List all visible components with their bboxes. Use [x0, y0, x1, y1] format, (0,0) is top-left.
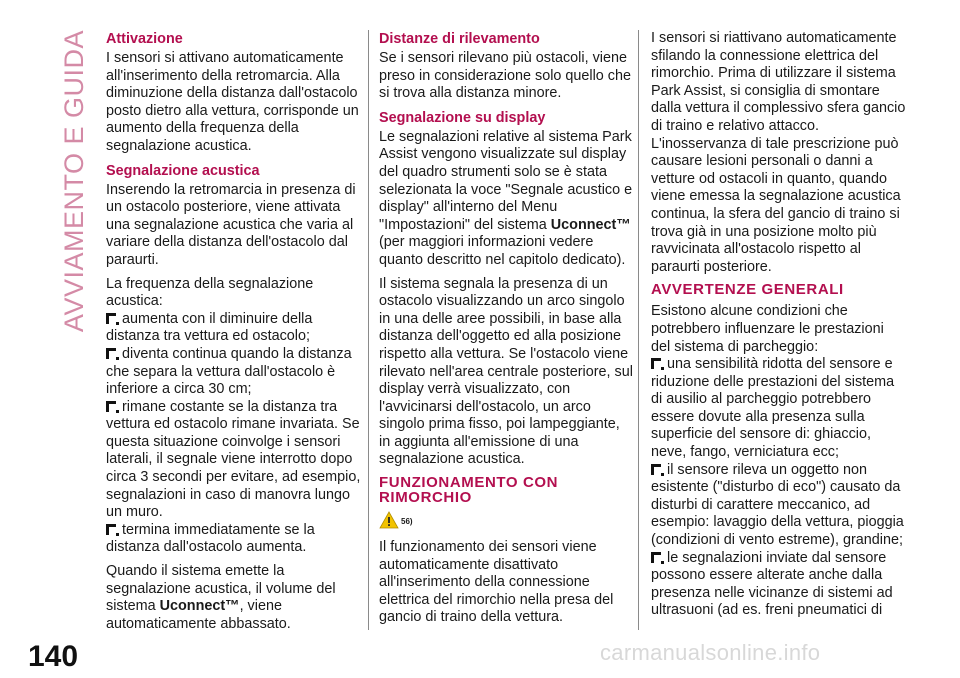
section-title-text: AVVIAMENTO E GUIDA	[58, 30, 89, 333]
bullet-icon	[651, 552, 661, 563]
heading-funzionamento-rimorchio: FUNZIONAMENTO CON RIMORCHIO	[379, 474, 559, 507]
list-item-text: diventa continua quando la distanza che separa la vettura dall'ostacolo è inferiore a circa 30 cm;	[106, 345, 352, 398]
list-item	[651, 356, 906, 462]
heading-attivazione: Attivazione	[106, 31, 183, 47]
list-item-text: le segnalazioni inviate dal sensore possono essere alterate anche dalla presenza nelle vicinanze di sistemi ad ultrasuoni (ad es. freni pneumatici di	[651, 549, 893, 619]
list-intro: Esistono alcune condizioni che potrebbero influenzare le prestazioni del sistema di parcheggio:	[651, 303, 884, 355]
text-column-3	[651, 30, 906, 626]
bullet-list	[106, 276, 361, 558]
bullet-icon	[651, 464, 661, 475]
warning-icon	[379, 511, 399, 529]
paragraph: Se i sensori rilevano più ostacoli, viene preso in considerazione solo quello che si trova alla distanza minore.	[379, 50, 631, 102]
list-item-text: una sensibilità ridotta del sensore e riduzione delle prestazioni del sistema di ausilio al parcheggio potrebbero essere dovute alla presenza sulla superficie del sensore di: ghiaccio, neve, fango, verniciatura ecc;	[651, 356, 895, 461]
uconnect-brand: Uconnect™	[550, 216, 631, 233]
list-item	[106, 522, 361, 557]
list-intro: La frequenza della segnalazione acustica:	[106, 275, 314, 310]
paragraph: Inserendo la retromarcia in presenza di un ostacolo posteriore, viene attivata una segnalazione acustica che varia al variare della distanza dell'ostacolo dal paraurti.	[106, 181, 356, 268]
warning-reference	[379, 511, 634, 535]
uconnect-brand: Uconnect™	[159, 598, 240, 615]
text-run: Le segnalazioni relative al sistema Park Assist vengono visualizzate sul display del quadro strumenti solo se è stata selezionata la voce "Segnale acustico e display" all'interno del Menu "Impostazioni" del sistema	[379, 128, 633, 233]
list-item	[651, 462, 906, 550]
text-run: Quando il sistema emette la segnalazione acustica, il volume del sistema	[106, 563, 336, 615]
paragraph: I sensori si attivano automaticamente all'inserimento della retromarcia. Alla diminuzione della distanza dall'ostacolo posto dietro alla vettura, corrisponde un aumento della frequenza della segnalazione acustica.	[106, 50, 359, 154]
text-run: , viene automaticamente abbassato.	[106, 598, 291, 632]
heading-distanze: Distanze di rilevamento	[379, 31, 540, 47]
list-item	[106, 346, 361, 399]
bullet-icon	[106, 401, 116, 412]
bullet-icon	[106, 348, 116, 359]
bullet-icon	[651, 358, 661, 369]
paragraph	[379, 129, 634, 270]
page-number: 140	[28, 640, 79, 673]
text-run: (per maggiori informazioni vedere quanto descritto nel capitolo dedicato).	[379, 234, 626, 268]
text-column-2	[379, 30, 634, 633]
heading-segnalazione-display: Segnalazione su display	[379, 109, 546, 126]
list-item	[106, 311, 361, 346]
warning-ref-number: 56)	[401, 517, 413, 527]
list-item	[106, 399, 361, 522]
watermark: carmanualsonline.info	[600, 640, 821, 665]
list-item-text: termina immediatamente se la distanza dall'ostacolo aumenta.	[106, 521, 315, 556]
bullet-list	[651, 303, 906, 620]
text-column-1	[106, 30, 361, 639]
list-item	[651, 550, 906, 620]
paragraph	[106, 563, 361, 633]
list-item-text: aumenta con il diminuire della distanza tra vettura ed ostacolo;	[106, 310, 313, 345]
column-divider	[638, 30, 639, 630]
column-divider	[368, 30, 369, 630]
section-side-title	[44, 30, 104, 333]
paragraph: Il funzionamento dei sensori viene automaticamente disattivato all'inserimento della connessione elettrica del rimorchio nella presa del gancio di traino della vettura.	[379, 539, 614, 626]
bullet-icon	[106, 313, 116, 324]
paragraph: I sensori si riattivano automaticamente sfilando la connessione elettrica del rimorchio. Prima di utilizzare il sistema Park Assist, si consiglia di smontare dalla vettura il complessivo sfera gancio di traino e relativo attacco. L'inosservanza di tale prescrizione può causare lesioni personali o danni a vetture od ostacoli in quanto, quando viene emessa la segnalazione acustica continua, la sfera del gancio di traino si trova già in una posizione molto più ravvicinata all'ostacolo rispetto al paraurti posteriore.	[651, 30, 906, 275]
list-item-text: il sensore rileva un oggetto non esistente ("disturbo di eco") causato da disturbi di carattere meccanico, ad esempio: lavaggio della vettura, pioggia (condizioni di vento estreme), grandine;	[651, 461, 904, 549]
heading-avvertenze-generali: AVVERTENZE GENERALI	[651, 281, 844, 299]
paragraph: Il sistema segnala la presenza di un ostacolo visualizzando un arco singolo in una delle aree possibili, in base alla distanza dell'oggetto ed alla posizione rispetto alla vettura. Se l'ostacolo viene rilevato nell'area centrale posteriore, sul display verrà visualizzato, con l'avvicinarsi dell'ostacolo, un arco singolo prima fisso, poi lampeggiante, in aggiunta all'emissione di una segnalazione acustica.	[379, 275, 633, 468]
heading-segnalazione-acustica: Segnalazione acustica	[106, 162, 260, 179]
list-item-text: rimane costante se la distanza tra vettura ed ostacolo rimane invariata. Se questa situazione coinvolge i sensori laterali, il segnale viene interrotto dopo circa 3 secondi per evitare, ad esempio, segnalazioni in caso di manovra lungo un muro.	[106, 398, 361, 521]
bullet-icon	[106, 524, 116, 535]
